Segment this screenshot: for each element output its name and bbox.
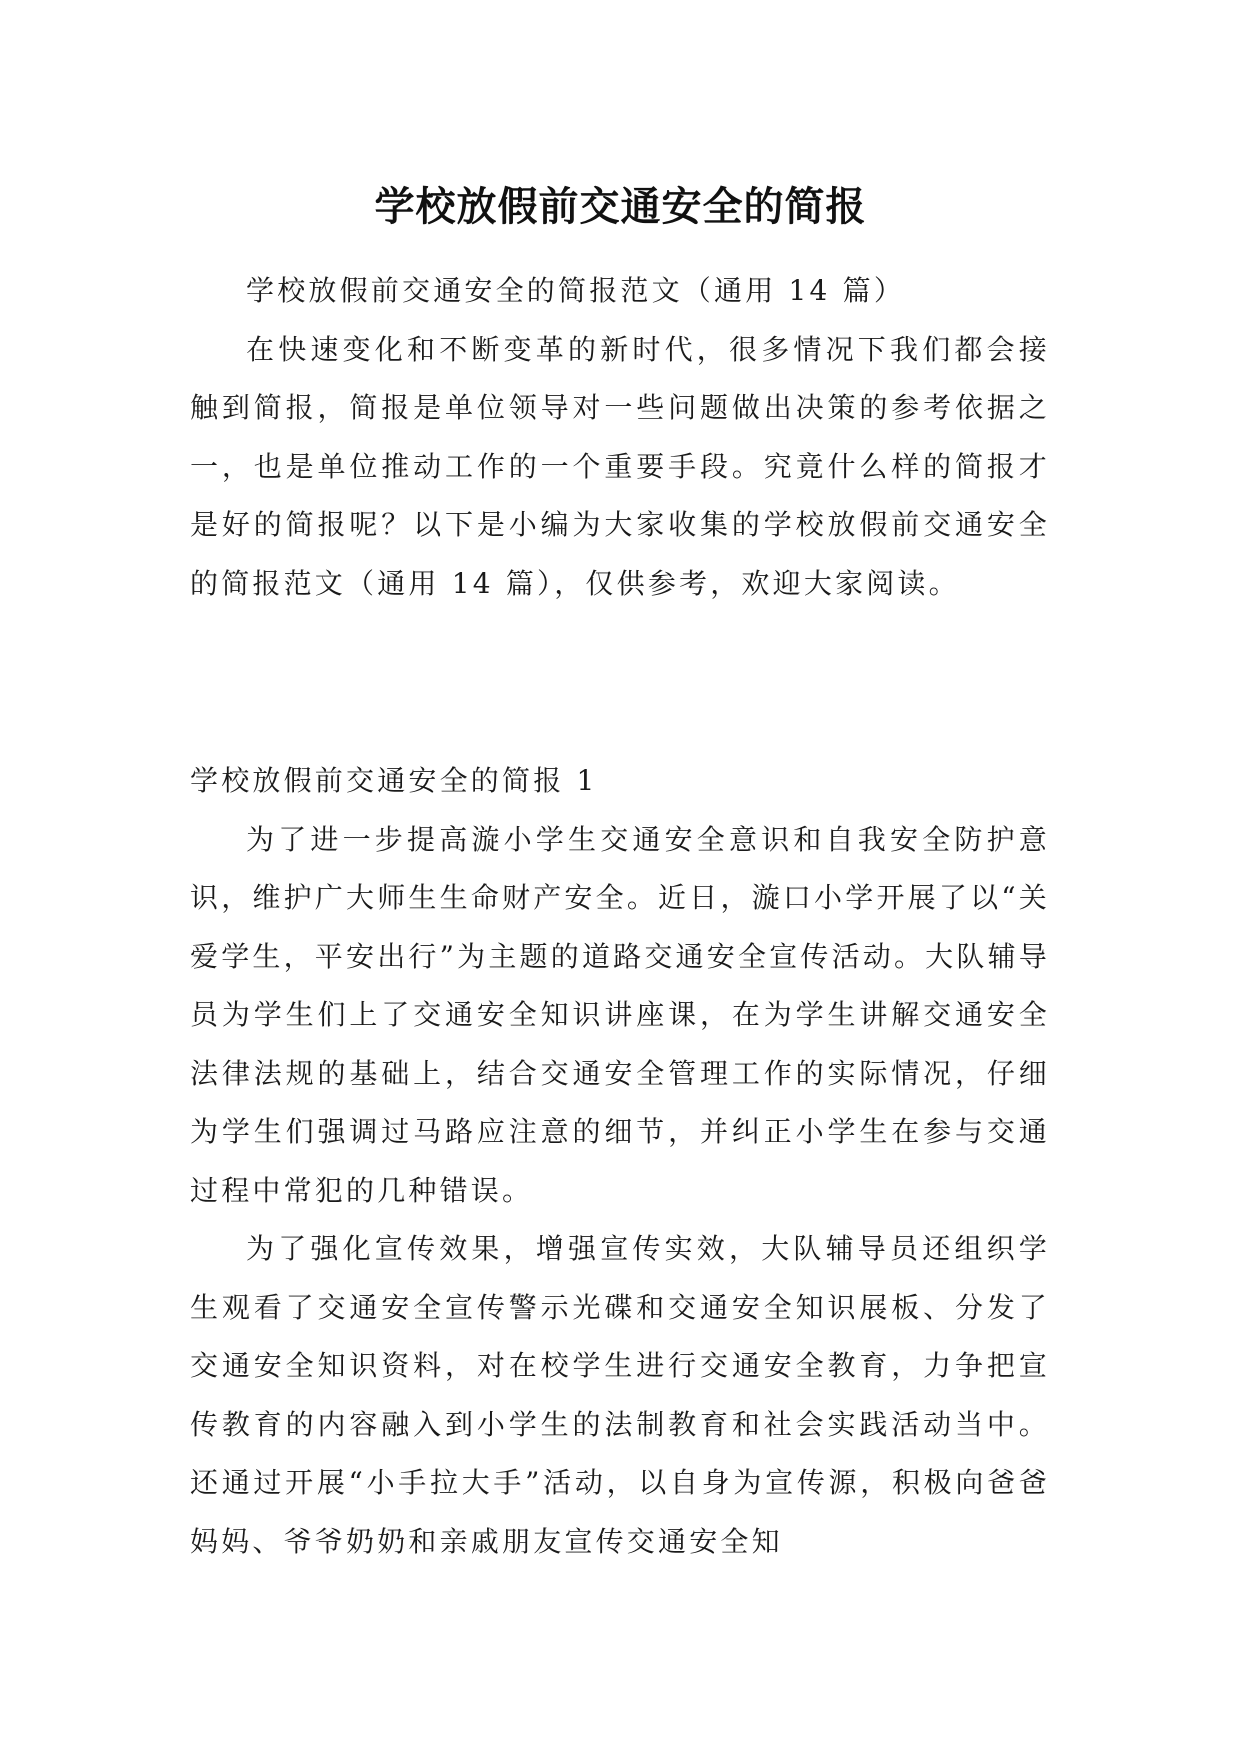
section-paragraph: 为了强化宣传效果，增强宣传实效，大队辅导员还组织学生观看了交通安全宣传警示光碟和交通安全知识展板、分发了交通安全知识资料，对在校学生进行交通安全教育，力争把宣传教育的内容融入到小学生的法制教育和社会实践活动当中。还通过开展“小手拉大手”活动，以自身为宣传源，积极向爸爸妈妈、爷爷奶奶和亲戚朋友宣传交通安全知: [190, 1232, 1050, 1558]
intro-paragraph: 在快速变化和不断变革的新时代，很多情况下我们都会接触到简报，简报是单位领导对一些问题做出决策的参考依据之一，也是单位推动工作的一个重要手段。究竟什么样的简报才是好的简报呢？以下是小编为大家收集的学校放假前交通安全的简报范文（通用 14 篇），仅供参考，欢迎大家阅读。: [190, 332, 1050, 600]
intro-block: [190, 262, 1050, 613]
document-title: 学校放假前交通安全的简报: [374, 183, 867, 230]
document-subtitle: 学校放假前交通安全的简报范文（通用 14 篇）: [246, 274, 906, 307]
section-1: [190, 752, 1050, 1571]
section-heading: 学校放假前交通安全的简报 1: [190, 764, 598, 797]
section-paragraph: 为了进一步提高漩小学生交通安全意识和自我安全防护意识，维护广大师生生命财产安全。近日，漩口小学开展了以“关爱学生，平安出行”为主题的道路交通安全宣传活动。大队辅导员为学生们上了交通安全知识讲座课，在为学生讲解交通安全法律法规的基础上，结合交通安全管理工作的实际情况，仔细为学生们强调过马路应注意的细节，并纠正小学生在参与交通过程中常犯的几种错误。: [190, 822, 1050, 1207]
